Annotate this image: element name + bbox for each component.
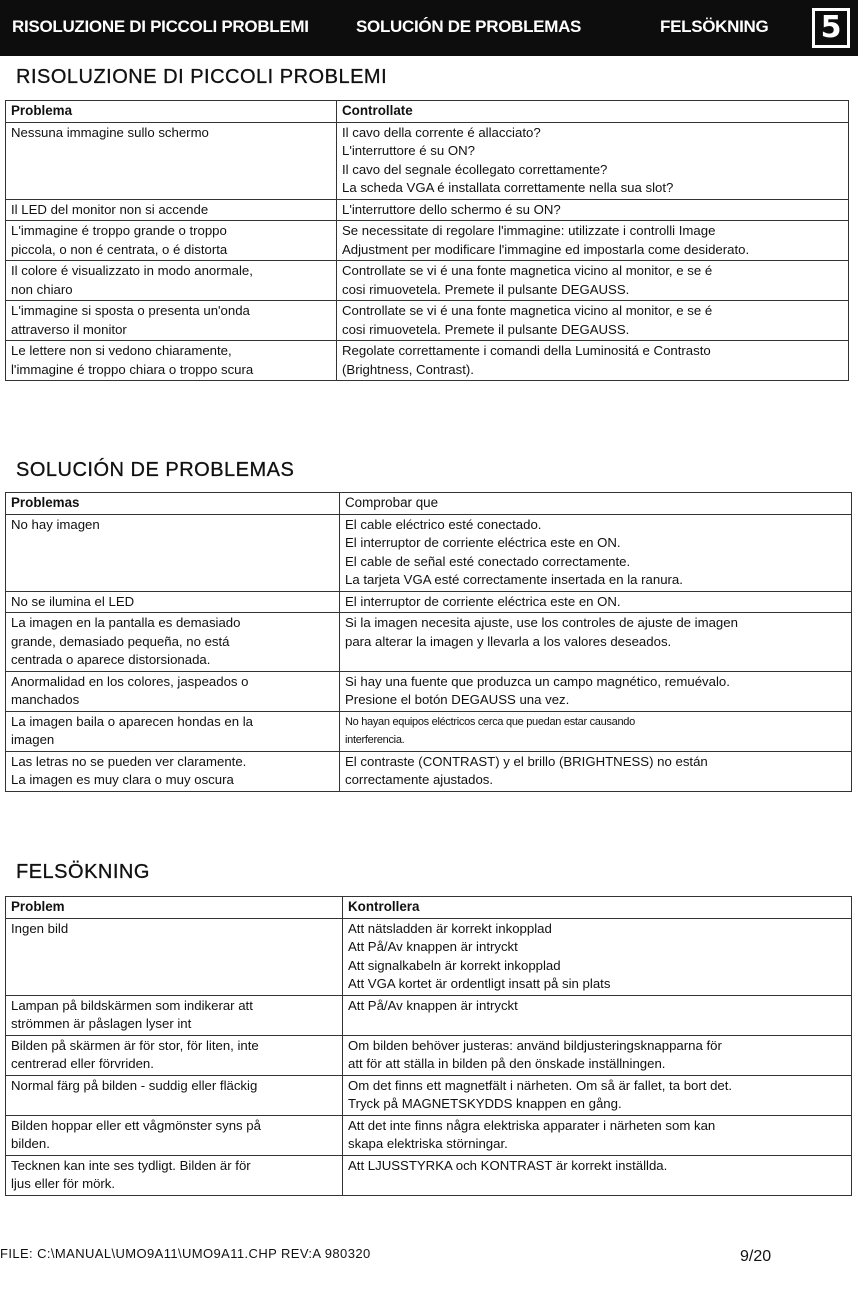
cell-text-line: Controllate se vi é una fonte magnetica vicino al monitor, e se é <box>342 263 713 278</box>
cell-text-line: skapa elektriska störningar. <box>348 1136 508 1151</box>
table-header-row <box>6 897 852 919</box>
problem-cell <box>6 301 337 341</box>
section-title-swedish: FELSÖKNING <box>16 861 150 883</box>
cell-text-line: L'immagine é troppo grande o troppo <box>11 223 227 238</box>
header-title-italian: RISOLUZIONE DI PICCOLI PROBLEMI <box>12 17 309 36</box>
troubleshooting-table-swedish <box>5 896 852 1196</box>
cell-text-line: El cable eléctrico esté conectado. <box>345 516 542 532</box>
cell-text-line: Il colore é visualizzato in modo anormale, <box>11 263 253 278</box>
problem-cell <box>6 221 337 261</box>
header-title-swedish: FELSÖKNING <box>660 17 769 36</box>
column-header-problem: Problemas <box>6 493 340 515</box>
cell-text-line: Adjustment per modificare l'immagine ed impostarla come desiderato. <box>342 241 750 257</box>
cell-text-line: cosi rimuovetela. Premete il pulsante DEGAUSS. <box>342 321 630 337</box>
table-row <box>6 1035 852 1075</box>
problem-cell <box>6 751 340 791</box>
check-cell <box>337 199 849 221</box>
table-body <box>6 918 852 1195</box>
cell-text-line: No hayan equipos eléctricos cerca que puedan estar causando <box>345 715 635 728</box>
cell-text-line: Att På/Av knappen är intryckt <box>348 997 518 1013</box>
table-row <box>6 613 852 672</box>
cell-text-line: Att nätsladden är korrekt inkopplad <box>348 920 552 936</box>
problem-cell <box>6 711 340 751</box>
cell-text-line: Nessuna immagine sullo schermo <box>11 124 209 140</box>
problem-cell <box>6 122 337 199</box>
cell-text-line: El interruptor de corriente eléctrica este en ON. <box>345 593 621 609</box>
problem-cell <box>6 995 343 1035</box>
footer-page-number: 9/20 <box>740 1248 772 1265</box>
check-cell <box>340 711 852 751</box>
check-cell <box>337 301 849 341</box>
cell-text-line: La tarjeta VGA esté correctamente insertada en la ranura. <box>345 572 683 587</box>
table-row <box>6 1115 852 1155</box>
check-cell <box>340 514 852 591</box>
cell-text-line: Om bilden behöver justeras: använd bildjusteringsknapparna för <box>348 1037 722 1053</box>
cell-text-line: Bilden hoppar eller ett vågmönster syns på <box>11 1117 261 1133</box>
cell-text-line: Normal färg på bilden - suddig eller fläckig <box>11 1077 258 1093</box>
table-row <box>6 671 852 711</box>
cell-text-line: Si hay una fuente que produzca un campo magnético, remuévalo. <box>345 673 730 689</box>
footer-file-info: FILE: C:\MANUAL\UMO9A11\UMO9A11.CHP REV:A 980320 <box>0 1246 371 1261</box>
cell-text-line: La scheda VGA é installata correttamente nella sua slot? <box>342 180 674 195</box>
problem-cell <box>6 514 340 591</box>
problem-cell <box>6 1075 343 1115</box>
cell-text-line: L'interruttore é su ON? <box>342 143 475 158</box>
troubleshooting-table-italian <box>5 100 849 381</box>
cell-text-line: Il cavo della corrente é allacciato? <box>342 124 541 140</box>
table-row <box>6 751 852 791</box>
cell-text-line: l'immagine é troppo chiara o troppo scura <box>11 361 254 377</box>
cell-text-line: imagen <box>11 732 55 747</box>
cell-text-line: Tryck på MAGNETSKYDDS knappen en gång. <box>348 1096 622 1111</box>
table-row <box>6 591 852 613</box>
cell-text-line: Att signalkabeln är korrekt inkopplad <box>348 957 561 973</box>
check-cell <box>343 1155 852 1195</box>
table-row <box>6 221 849 261</box>
cell-text-line: att för att ställa in bilden på den önskade inställningen. <box>348 1056 666 1071</box>
table-row <box>6 514 852 591</box>
cell-text-line: La imagen es muy clara o muy oscura <box>11 772 234 787</box>
check-cell <box>343 1035 852 1075</box>
cell-text-line: El cable de señal esté conectado correctamente. <box>345 553 631 569</box>
cell-text-line: Se necessitate di regolare l'immagine: utilizzate i controlli Image <box>342 223 716 238</box>
problem-cell <box>6 261 337 301</box>
check-cell <box>343 918 852 995</box>
problem-cell <box>6 1035 343 1075</box>
cell-text-line: Att det inte finns några elektriska apparater i närheten som kan <box>348 1117 716 1133</box>
cell-text-line: (Brightness, Contrast). <box>342 361 474 377</box>
cell-text-line: manchados <box>11 692 80 707</box>
table-row <box>6 122 849 199</box>
problem-cell <box>6 1115 343 1155</box>
problem-cell <box>6 341 337 381</box>
cell-text-line: Lampan på bildskärmen som indikerar att <box>11 997 253 1013</box>
cell-text-line: piccola, o non é centrata, o é distorta <box>11 241 228 257</box>
check-cell <box>343 1075 852 1115</box>
problem-cell <box>6 1155 343 1195</box>
problem-cell <box>6 613 340 672</box>
column-header-problem: Problema <box>6 101 337 123</box>
check-cell <box>340 613 852 672</box>
cell-text-line: Presione el botón DEGAUSS una vez. <box>345 692 570 707</box>
table-row <box>6 301 849 341</box>
header-bar <box>0 0 858 56</box>
cell-text-line: L'immagine si sposta o presenta un'onda <box>11 303 250 318</box>
table-header-row <box>6 101 849 123</box>
table-header-row <box>6 493 852 515</box>
table-row <box>6 711 852 751</box>
cell-text-line: attraverso il monitor <box>11 321 127 337</box>
cell-text-line: bilden. <box>11 1136 50 1151</box>
chapter-number-badge: 5 <box>812 8 850 48</box>
table-row <box>6 918 852 995</box>
cell-text-line: No se ilumina el LED <box>11 593 135 609</box>
section-title-spanish: SOLUCIÓN DE PROBLEMAS <box>16 459 295 481</box>
cell-text-line: Il cavo del segnale écollegato correttamente? <box>342 161 608 177</box>
problem-cell <box>6 918 343 995</box>
problem-cell <box>6 671 340 711</box>
cell-text-line: No hay imagen <box>11 516 100 532</box>
table-row <box>6 261 849 301</box>
cell-text-line: Regolate correttamente i comandi della Luminositá e Contrasto <box>342 343 711 358</box>
check-cell <box>337 221 849 261</box>
cell-text-line: Bilden på skärmen är för stor, för liten, inte <box>11 1037 259 1053</box>
column-header-check: Controllate <box>337 101 849 123</box>
cell-text-line: Att På/Av knappen är intryckt <box>348 939 518 954</box>
cell-text-line: Controllate se vi é una fonte magnetica vicino al monitor, e se é <box>342 303 713 318</box>
cell-text-line: strömmen är påslagen lyser int <box>11 1016 192 1031</box>
column-header-check: Comprobar que <box>340 493 852 515</box>
cell-text-line: La imagen baila o aparecen hondas en la <box>11 713 253 729</box>
table-body <box>6 514 852 791</box>
check-cell <box>340 591 852 613</box>
cell-text-line: Le lettere non si vedono chiaramente, <box>11 343 232 358</box>
cell-text-line: centrerad eller förvriden. <box>11 1056 154 1071</box>
table-row <box>6 1075 852 1115</box>
cell-text-line: El interruptor de corriente eléctrica este en ON. <box>345 535 621 550</box>
header-title-spanish: SOLUCIÓN DE PROBLEMAS <box>356 17 582 36</box>
cell-text-line: L'interruttore dello schermo é su ON? <box>342 201 561 217</box>
section-title-italian: RISOLUZIONE DI PICCOLI PROBLEMI <box>16 66 388 88</box>
cell-text-line: Il LED del monitor non si accende <box>11 201 209 217</box>
cell-text-line: ljus eller för mörk. <box>11 1176 116 1191</box>
cell-text-line: para alterar la imagen y llevarla a los valores deseados. <box>345 633 672 649</box>
cell-text-line: cosi rimuovetela. Premete il pulsante DEGAUSS. <box>342 281 630 297</box>
cell-text-line: Ingen bild <box>11 920 69 936</box>
table-row <box>6 199 849 221</box>
check-cell <box>340 671 852 711</box>
table-row <box>6 341 849 381</box>
cell-text-line: Tecknen kan inte ses tydligt. Bilden är för <box>11 1157 251 1173</box>
cell-text-line: Att VGA kortet är ordentligt insatt på sin plats <box>348 976 611 991</box>
table-row <box>6 995 852 1035</box>
cell-text-line: Anormalidad en los colores, jaspeados o <box>11 673 249 689</box>
check-cell <box>337 341 849 381</box>
cell-text-line: non chiaro <box>11 281 73 297</box>
check-cell <box>343 1115 852 1155</box>
cell-text-line: interferencia. <box>345 734 405 746</box>
cell-text-line: correctamente ajustados. <box>345 772 494 787</box>
table-body <box>6 122 849 381</box>
cell-text-line: centrada o aparece distorsionada. <box>11 652 211 667</box>
cell-text-line: Las letras no se pueden ver claramente. <box>11 753 247 769</box>
column-header-problem: Problem <box>6 897 343 919</box>
cell-text-line: La imagen en la pantalla es demasiado <box>11 615 241 630</box>
table-row <box>6 1155 852 1195</box>
check-cell <box>337 261 849 301</box>
cell-text-line: El contraste (CONTRAST) y el brillo (BRIGHTNESS) no están <box>345 753 708 769</box>
problem-cell <box>6 199 337 221</box>
cell-text-line: grande, demasiado pequeña, no está <box>11 633 230 649</box>
cell-text-line: Si la imagen necesita ajuste, use los controles de ajuste de imagen <box>345 615 738 630</box>
cell-text-line: Om det finns ett magnetfält i närheten. Om så är fallet, ta bort det. <box>348 1077 733 1093</box>
cell-text-line: Att LJUSSTYRKA och KONTRAST är korrekt inställda. <box>348 1157 668 1173</box>
check-cell <box>343 995 852 1035</box>
problem-cell <box>6 591 340 613</box>
troubleshooting-table-spanish <box>5 492 852 792</box>
check-cell <box>340 751 852 791</box>
check-cell <box>337 122 849 199</box>
column-header-check: Kontrollera <box>343 897 852 919</box>
